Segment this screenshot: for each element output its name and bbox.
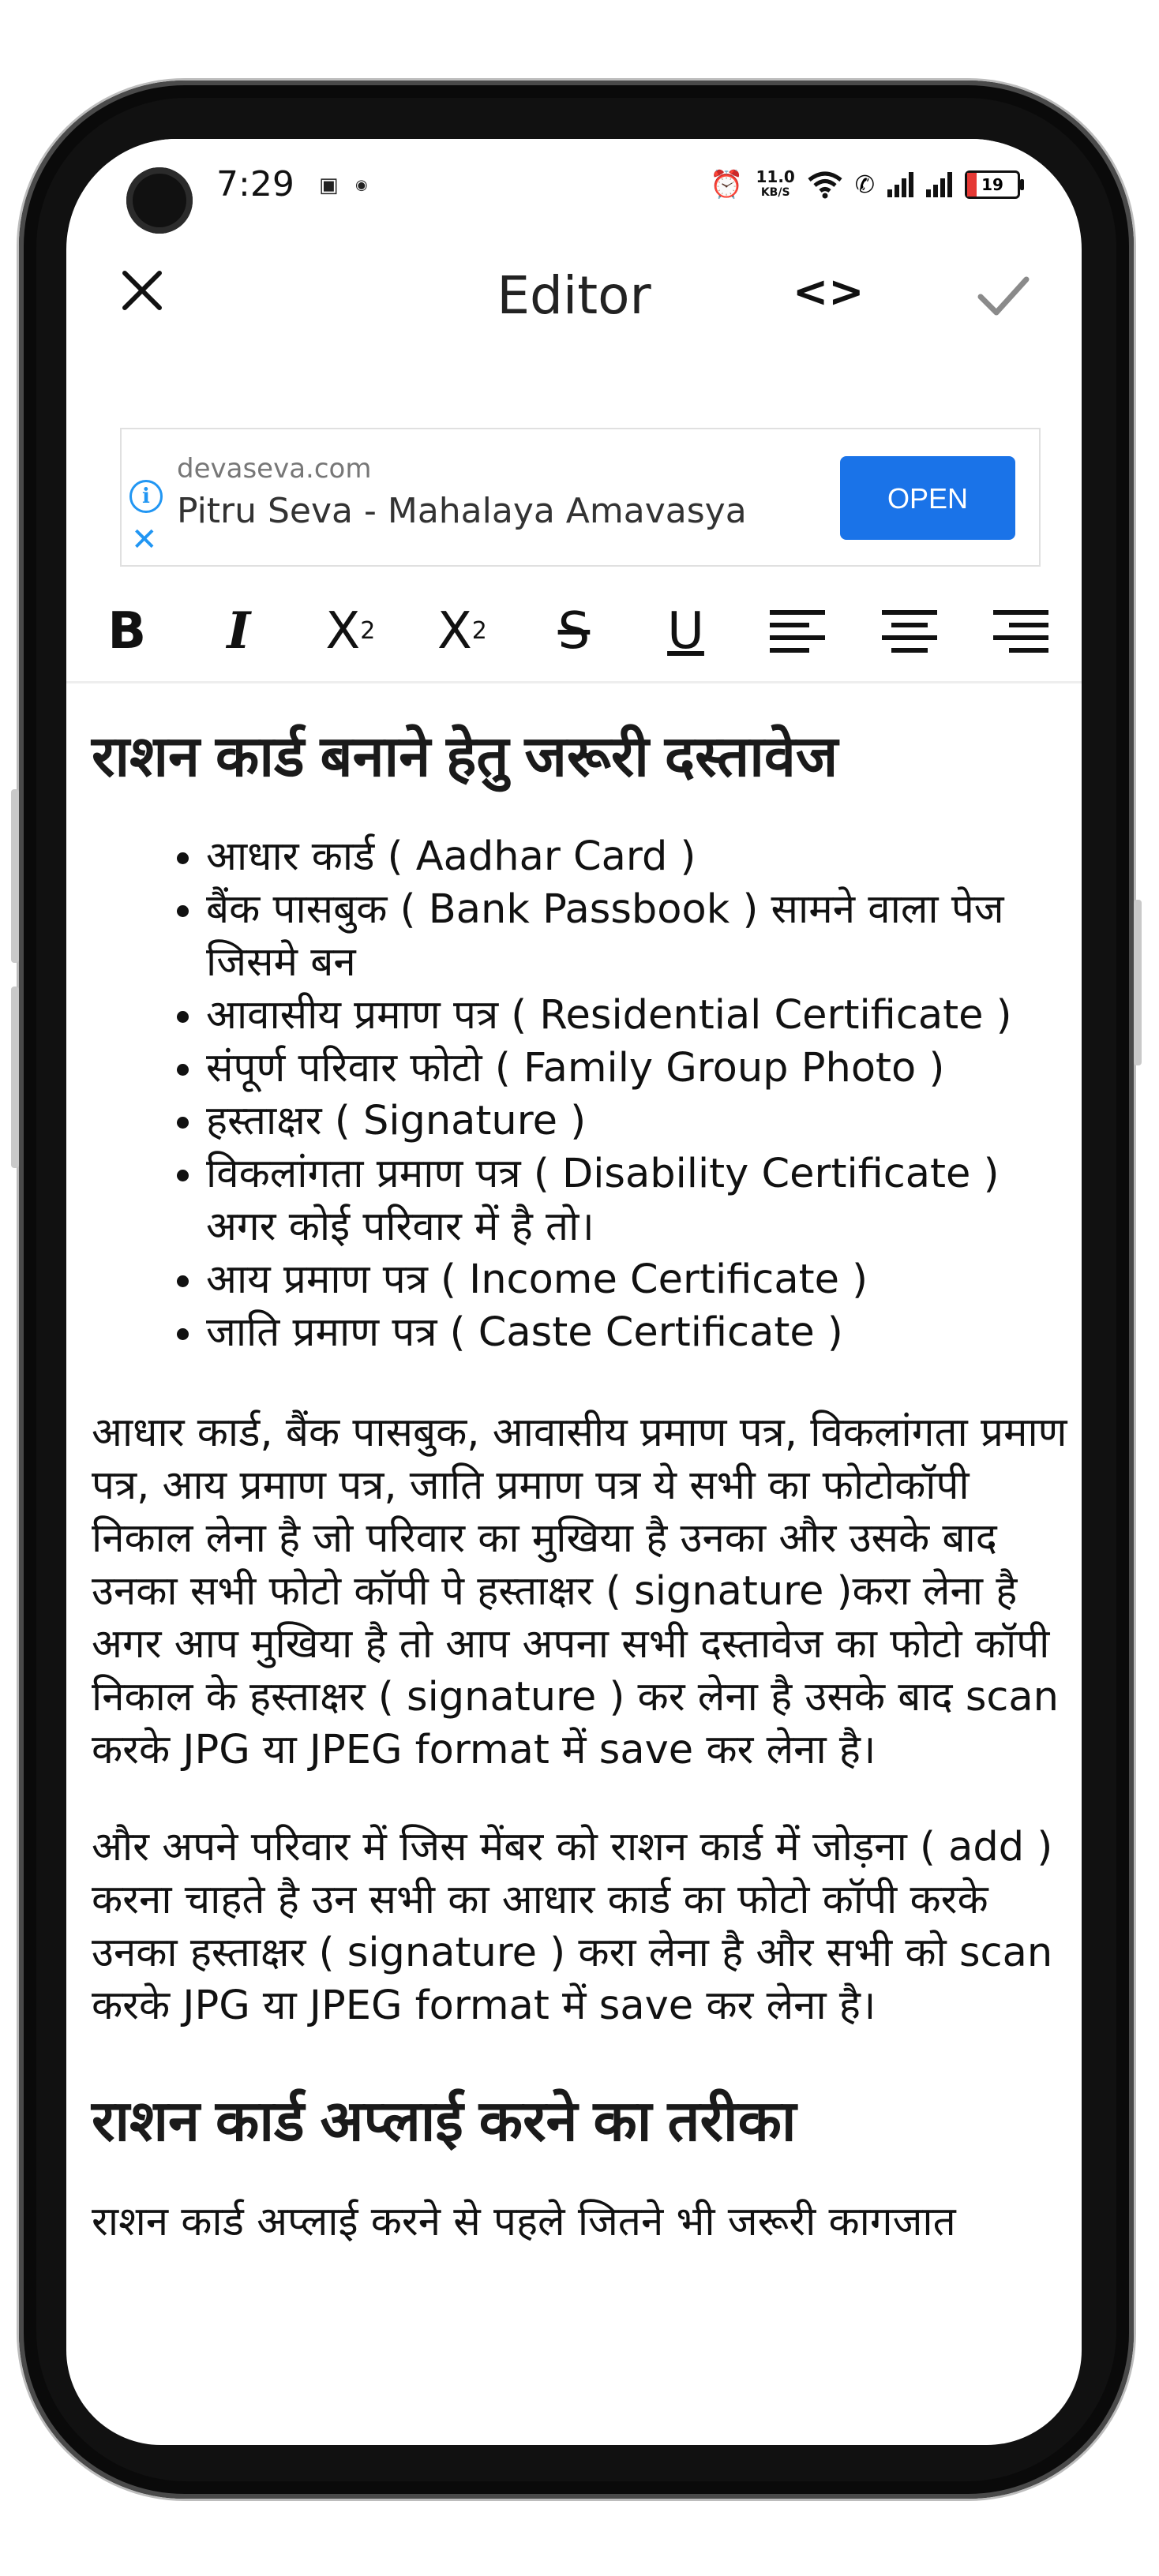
status-icons (710, 169, 1020, 200)
underline-button[interactable]: U (667, 601, 704, 661)
sim-icon: ▣ (319, 174, 339, 197)
strikethrough-button[interactable]: S (557, 601, 591, 661)
app-bar (66, 226, 1082, 360)
ad-domain: devaseva.com (177, 453, 372, 485)
heading-required-documents: राशन कार्ड बनाने हेतु जरूरी दस्तावेज (92, 725, 838, 788)
paragraph-partial: राशन कार्ड अप्लाई करने से पहले जितने भी जरूरी कागजात (92, 2198, 956, 2245)
ad-open-button[interactable]: OPEN (840, 456, 1015, 540)
paragraph-family-members: और अपने परिवार में जिस मेंबर को राशन कार्ड में जोड़ना ( add ) करना चाहते है उन सभी का आधार कार्ड का फोटो कॉपी करके उनका हस्ताक्षर ( signature ) करा लेना है और सभी को scan करके JPG या JPEG format में save कर लेना है। (92, 1824, 1053, 2030)
align-right-button[interactable] (977, 588, 1064, 675)
app-icon: ◉ (355, 177, 368, 193)
list-item: • बैंक पासबुक ( Bank Passbook ) सामने वाला पेज जिसमे बन (206, 883, 1071, 989)
format-toolbar (66, 581, 1082, 683)
close-ad-icon[interactable]: ✕ (131, 522, 158, 558)
superscript-base: X (437, 601, 472, 661)
align-center-icon (882, 610, 937, 653)
list-item: • आय प्रमाण पत्र ( Income Certificate ) (206, 1253, 1071, 1306)
ad-banner[interactable] (120, 428, 1041, 567)
net-speed-unit: KB/S (760, 186, 790, 199)
list-item: • जाति प्रमाण पत्र ( Caste Certificate ) (206, 1306, 1071, 1359)
subscript-button[interactable] (307, 588, 394, 675)
page-title: Editor (497, 265, 651, 326)
italic-button[interactable]: I (227, 601, 251, 661)
list-item: • विकलांगता प्रमाण पत्र ( Disability Certificate ) अगर कोई परिवार में है तो। (206, 1148, 1071, 1253)
status-time: 7:29 (216, 164, 294, 204)
align-left-icon (770, 610, 825, 653)
superscript-mark: 2 (471, 617, 487, 645)
subscript-base: X (325, 601, 361, 661)
battery-icon (965, 170, 1020, 199)
wifi-icon (808, 170, 842, 199)
ad-headline: Pitru Seva - Mahalaya Amavasya (177, 491, 747, 531)
volume-button (11, 789, 19, 963)
net-speed-value: 11.0 (756, 167, 795, 186)
list-item: • हस्ताक्षर ( Signature ) (206, 1095, 1071, 1148)
check-icon[interactable] (976, 271, 1031, 319)
battery-level: 19 (981, 175, 1003, 194)
bold-button[interactable]: B (107, 601, 147, 661)
document-list (92, 830, 1071, 1359)
signal-icon (887, 172, 913, 197)
status-bar (66, 139, 1082, 226)
superscript-button[interactable] (418, 588, 505, 675)
signal-icon (926, 172, 952, 197)
list-item: • आवासीय प्रमाण पत्र ( Residential Certificate ) (206, 989, 1071, 1042)
code-view-button[interactable]: <> (793, 267, 865, 316)
align-left-button[interactable] (754, 588, 841, 675)
align-center-button[interactable] (866, 588, 953, 675)
alarm-icon: ⏰ (710, 169, 744, 200)
list-item: • आधार कार्ड ( Aadhar Card ) (206, 830, 1071, 883)
align-right-icon (993, 610, 1048, 653)
call-icon: ✆ (854, 170, 875, 199)
phone-screen (66, 139, 1082, 2445)
front-camera (126, 167, 193, 234)
volume-button (11, 987, 19, 1168)
info-icon[interactable]: i (129, 480, 163, 513)
power-button (1134, 900, 1142, 1065)
paragraph-photocopy: आधार कार्ड, बैंक पासबुक, आवासीय प्रमाण पत्र, विकलांगता प्रमाण पत्र, आय प्रमाण पत्र, जाति प्रमाण पत्र ये सभी का फोटोकॉपी निकाल लेना है जो परिवार का मुखिया है उनका और उसके बाद उनका सभी फोटो कॉपी पे हस्ताक्षर ( signature )करा लेना है अगर आप मुखिया है तो आप अपना सभी दस्तावेज का फोटो कॉपी निकाल के हस्ताक्षर ( signature ) कर लेना है उसके बाद scan करके JPG या JPEG format में save कर लेना है। (92, 1410, 1067, 1774)
editor-content[interactable] (92, 723, 1071, 2248)
list-item: • संपूर्ण परिवार फोटो ( Family Group Photo ) (206, 1042, 1071, 1095)
net-speed (756, 169, 795, 200)
subscript-mark: 2 (360, 617, 376, 645)
heading-apply-method: राशन कार्ड अप्लाई करने का तरीका (92, 2090, 797, 2154)
